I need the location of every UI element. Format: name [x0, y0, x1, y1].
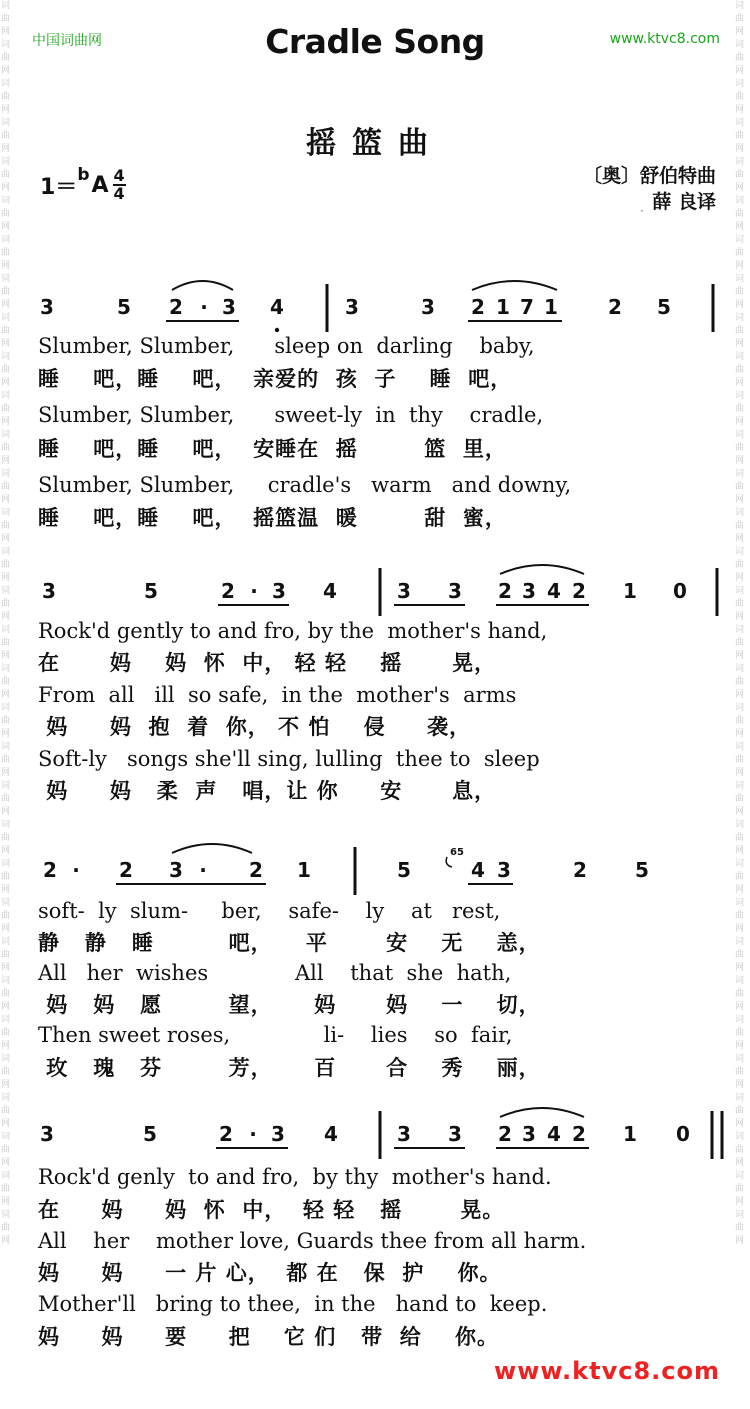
augmentation-dot: ·: [250, 579, 258, 603]
lyric-line: 睡 吧，睡 吧， 摇篮温 暖 甜 蜜，: [38, 505, 507, 530]
time-signature-bottom: 4: [113, 184, 125, 203]
note: 3: [272, 579, 286, 603]
note: 2: [221, 579, 235, 603]
slur-arc: [500, 1108, 584, 1117]
note: 2: [498, 1122, 512, 1146]
key-signature: [40, 165, 126, 203]
note: 1: [623, 1122, 637, 1146]
lyric-line: 睡 吧，睡 吧， 安睡在 摇 篮 里，: [38, 436, 507, 461]
lyric-line: Slumber, Slumber, sweet-ly in thy cradle,: [38, 403, 544, 427]
side-watermark-right: 词曲网词曲网词曲网词曲网词曲网词曲网词曲网词曲网词曲网词曲网词曲网词曲网词曲网词曲网词曲网词曲网词曲网词曲网词曲网词曲网词曲网词曲网词曲网词曲网词曲网词曲网词曲网词曲网词曲网词曲网词曲网词曲网: [735, 1, 745, 1246]
composer-credit: 〔奥〕舒伯特曲: [582, 165, 716, 187]
note: 2: [608, 295, 622, 319]
augmentation-dot: ·: [72, 858, 80, 882]
lyric-line: All her wishes All that she hath,: [38, 961, 512, 985]
note: 4: [270, 295, 284, 319]
note: 5: [397, 858, 411, 882]
note: 3: [40, 295, 54, 319]
augmentation-dot: ·: [199, 858, 207, 882]
lyric-line: All her mother love, Guards thee from all harm.: [38, 1229, 587, 1253]
note: 3: [448, 1122, 462, 1146]
lyric-line: 妈 妈 抱 着 你， 不 怕 侵 袭，: [38, 714, 472, 739]
note: 1: [297, 858, 311, 882]
note: 3: [42, 579, 56, 603]
lyric-line: 睡 吧，睡 吧， 亲爱的 孩 子 睡 吧，: [38, 366, 513, 391]
grace-note: 65: [450, 847, 464, 858]
note: 3: [421, 295, 435, 319]
bottom-site-logo: www.ktvc8.com: [494, 1357, 720, 1385]
note: 4: [471, 858, 485, 882]
lyric-line: Slumber, Slumber, sleep on darling baby,: [38, 334, 535, 358]
augmentation-dot: ·: [249, 1122, 257, 1146]
note: 5: [657, 295, 671, 319]
note: 1: [623, 579, 637, 603]
lyric-line: 玫 瑰 芬 芳， 百 合 秀 丽，: [38, 1055, 541, 1080]
key-prefix: 1＝: [40, 174, 78, 200]
low-octave-dot: [275, 328, 279, 332]
note: 3: [397, 1122, 411, 1146]
note: 2: [572, 579, 586, 603]
note: 3: [497, 858, 511, 882]
note: 3: [271, 1122, 285, 1146]
note: 3: [522, 1122, 536, 1146]
note: 2: [498, 579, 512, 603]
song-title-english: Cradle Song: [265, 22, 485, 61]
note: 5: [144, 579, 158, 603]
scan-speck: ·: [640, 204, 644, 218]
note: 2: [471, 295, 485, 319]
note: 5: [143, 1122, 157, 1146]
augmentation-dot: ·: [200, 295, 208, 319]
note: 0: [676, 1122, 690, 1146]
note: 3: [169, 858, 183, 882]
note: 3: [40, 1122, 54, 1146]
lyric-line: 妈 妈 愿 望， 妈 妈 一 切，: [38, 992, 541, 1017]
grace-slur: [446, 857, 452, 867]
note: 5: [635, 858, 649, 882]
lyric-line: Rock'd genly to and fro, by thy mother's hand.: [38, 1165, 552, 1189]
note: 3: [397, 579, 411, 603]
lyric-line: Slumber, Slumber, cradle's warm and downy,: [38, 473, 572, 497]
lyric-line: 妈 妈 柔 声 唱，让 你 安 息，: [38, 778, 497, 803]
site-name-watermark: 中国词曲网: [32, 33, 102, 49]
key-note: A: [91, 172, 109, 198]
note: 2: [43, 858, 57, 882]
lyric-line: 妈 妈 一 片 心， 都 在 保 护 你。: [38, 1260, 502, 1285]
note: 1: [496, 295, 510, 319]
note: 5: [117, 295, 131, 319]
note: 1: [544, 295, 558, 319]
side-watermark-left: 词曲网词曲网词曲网词曲网词曲网词曲网词曲网词曲网词曲网词曲网词曲网词曲网词曲网词曲网词曲网词曲网词曲网词曲网词曲网词曲网词曲网词曲网词曲网词曲网词曲网词曲网词曲网词曲网词曲网词曲网词曲网词曲网: [1, 1, 11, 1246]
note: 0: [673, 579, 687, 603]
note: 3: [345, 295, 359, 319]
note: 7: [520, 295, 534, 319]
note: 2: [169, 295, 183, 319]
note: 3: [448, 579, 462, 603]
note: 3: [522, 579, 536, 603]
note: 2: [572, 1122, 586, 1146]
lyric-line: soft- ly slum- ber, safe- ly at rest,: [38, 899, 501, 923]
note: 2: [573, 858, 587, 882]
slur-arc: [172, 281, 233, 290]
lyric-line: From all ill so safe, in the mother's arms: [38, 683, 517, 707]
lyric-line: Soft-ly songs she'll sing, lulling thee to sleep: [38, 747, 540, 771]
time-signature: [113, 168, 126, 202]
note: 2: [249, 858, 263, 882]
credits: [583, 163, 716, 215]
lyric-line: Mother'll bring to thee, in the hand to keep.: [38, 1292, 548, 1316]
lyric-line: Rock'd gently to and fro, by the mother's hand,: [38, 619, 548, 643]
note: 4: [547, 1122, 561, 1146]
note: 2: [119, 858, 133, 882]
time-signature-top: 4: [113, 166, 125, 185]
slur-arc: [472, 281, 557, 290]
note: 4: [324, 1122, 338, 1146]
lyric-line: 在 妈 妈 怀 中， 轻 轻 摇 晃，: [38, 650, 497, 675]
flat-sign: b: [77, 165, 90, 185]
note: 2: [219, 1122, 233, 1146]
slur-arc: [172, 844, 252, 853]
lyric-line: 妈 妈 要 把 它 们 带 给 你。: [38, 1324, 500, 1349]
note: 4: [547, 579, 561, 603]
slur-arc: [500, 565, 584, 574]
lyric-line: Then sweet roses, li- lies so fair,: [38, 1023, 513, 1047]
translator-credit: 薛 良译: [652, 191, 716, 213]
lyric-line: 静 静 睡 吧， 平 安 无 恙，: [38, 930, 541, 955]
note: 4: [323, 579, 337, 603]
song-title-chinese: 摇篮曲: [306, 126, 444, 161]
lyric-line: 在 妈 妈 怀 中， 轻 轻 摇 晃。: [38, 1197, 505, 1222]
note: 3: [222, 295, 236, 319]
site-url-watermark: www.ktvc8.com: [609, 31, 720, 47]
